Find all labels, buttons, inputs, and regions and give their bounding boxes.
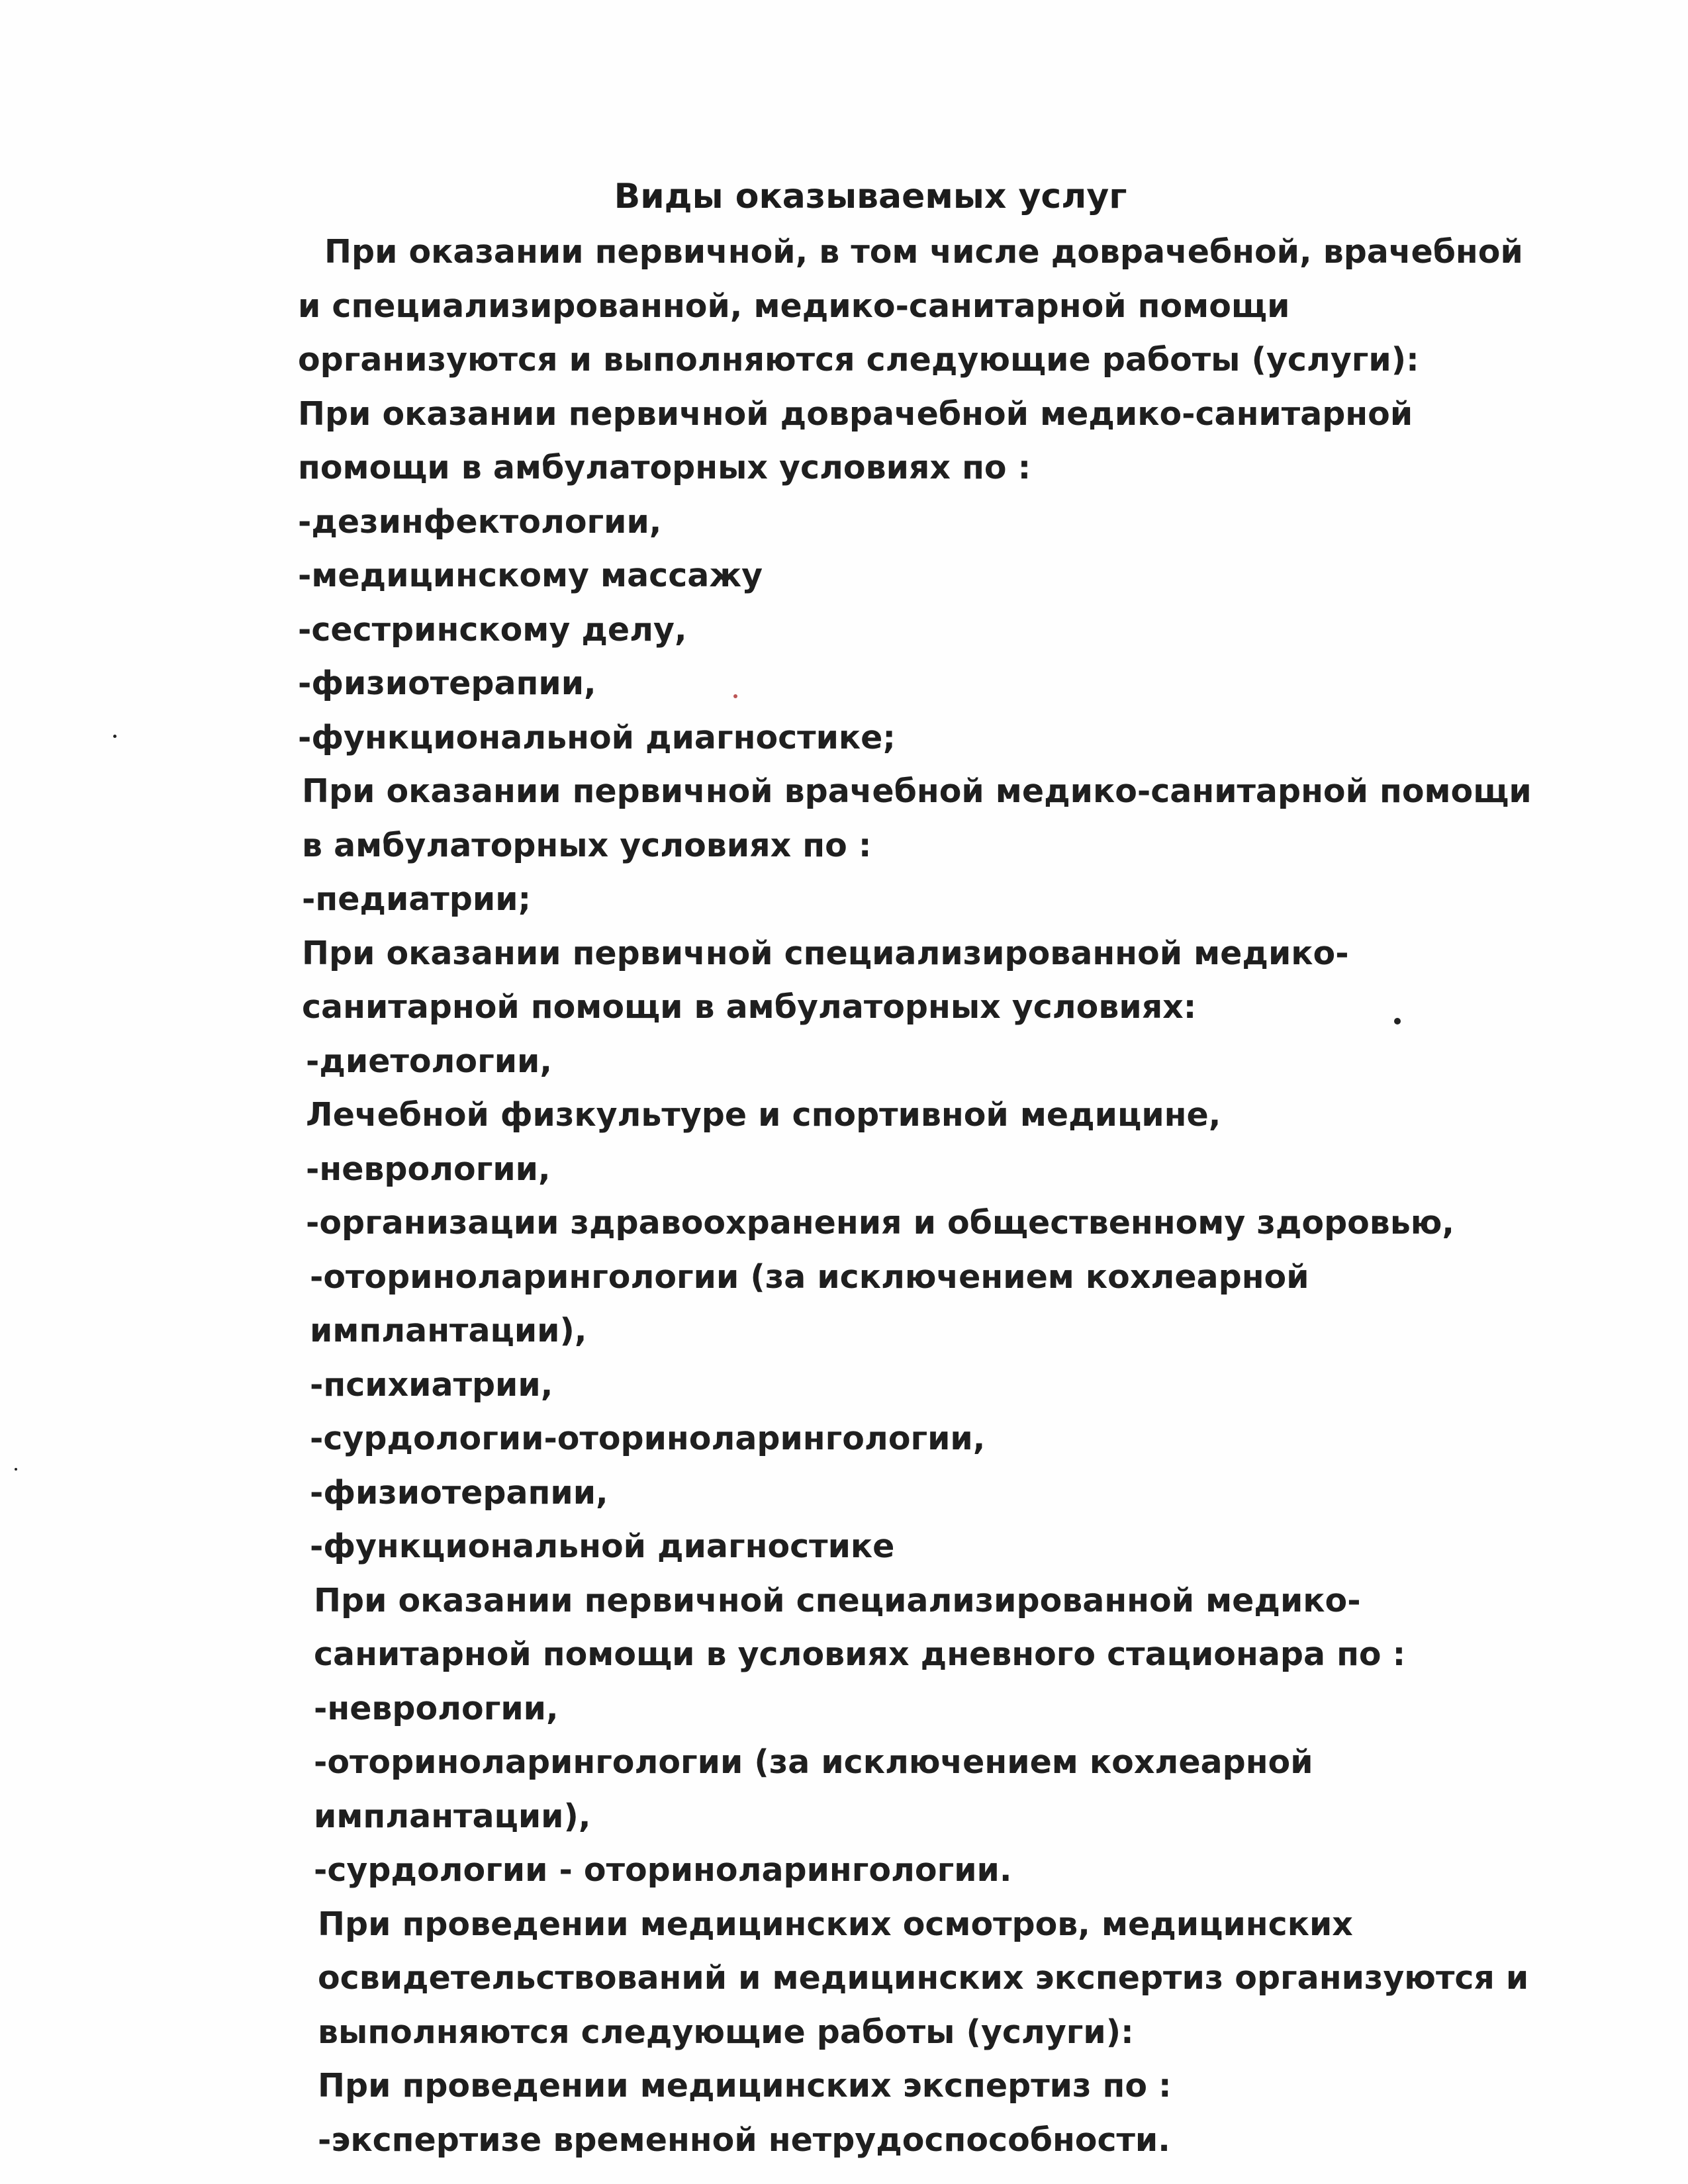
list-item: -педиатрии; [302, 880, 532, 918]
text-line: При оказании первичной доврачебной медико-санитарной [298, 394, 1413, 433]
text-line: При оказании первичной специализированной медико- [314, 1581, 1361, 1619]
document-body [298, 225, 1635, 2167]
list-item: -сурдологии-оториноларингологии, [310, 1420, 986, 1457]
scan-speck [733, 694, 737, 698]
text-line: организуются и выполняются следующие работы (услуги): [298, 341, 1419, 379]
list-item: -функциональной диагностике; [298, 718, 896, 756]
text-line: При проведении медицинских экспертиз по : [318, 2067, 1172, 2105]
list-item: -диетологии, [306, 1042, 552, 1080]
text-line: При проведении медицинских осмотров, медицинских [318, 1905, 1353, 1943]
text-line: санитарной помощи в условиях дневного стационара по : [314, 1635, 1406, 1673]
scan-speck [113, 735, 117, 738]
text-line: освидетельствований и медицинских экспертиз организуются и [318, 1959, 1529, 1997]
scan-speck [1394, 1018, 1401, 1024]
text-line: помощи в амбулаторных условиях по : [298, 449, 1031, 486]
list-item: -неврологии, [306, 1150, 551, 1188]
text-line: выполняются следующие работы (услуги): [318, 2013, 1134, 2051]
list-item: -экспертизе временной нетрудоспособности. [318, 2120, 1170, 2159]
list-item: имплантации), [310, 1312, 587, 1349]
list-item: -неврологии, [314, 1689, 559, 1727]
text-line: в амбулаторных условиях по : [302, 826, 872, 864]
document-title: Виды оказываемых услуг [614, 177, 1127, 216]
text-line: При оказании первичной, в том числе доврачебной, врачебной [324, 233, 1523, 271]
list-item: -сурдологии - оториноларингологии. [314, 1851, 1012, 1889]
list-item: -физиотерапии, [298, 664, 596, 702]
list-item: -организации здравоохранения и общественному здоровью, [306, 1204, 1455, 1242]
list-item: -дезинфектологии, [298, 502, 662, 541]
list-item: -функциональной диагностике [310, 1527, 895, 1565]
text-line: Лечебной физкультуре и спортивной медицине, [306, 1096, 1221, 1134]
list-item: -психиатрии, [310, 1365, 553, 1404]
text-line: и специализированной, медико-санитарной помощи [298, 287, 1290, 325]
text-line: При оказании первичной специализированной медико- [302, 934, 1349, 972]
text-line: При оказании первичной врачебной медико-санитарной помощи [302, 772, 1532, 810]
list-item: -оториноларингологии (за исключением кохлеарной [310, 1257, 1309, 1296]
list-item: -медицинскому массажу [298, 557, 763, 594]
list-item: -физиотерапии, [310, 1473, 608, 1512]
text-line: санитарной помощи в амбулаторных условиях: [302, 988, 1197, 1026]
list-item: -оториноларингологии (за исключением кохлеарной [314, 1743, 1313, 1781]
list-item: имплантации), [314, 1797, 591, 1835]
scan-speck [15, 1468, 17, 1471]
list-item: -сестринскому делу, [298, 610, 687, 649]
